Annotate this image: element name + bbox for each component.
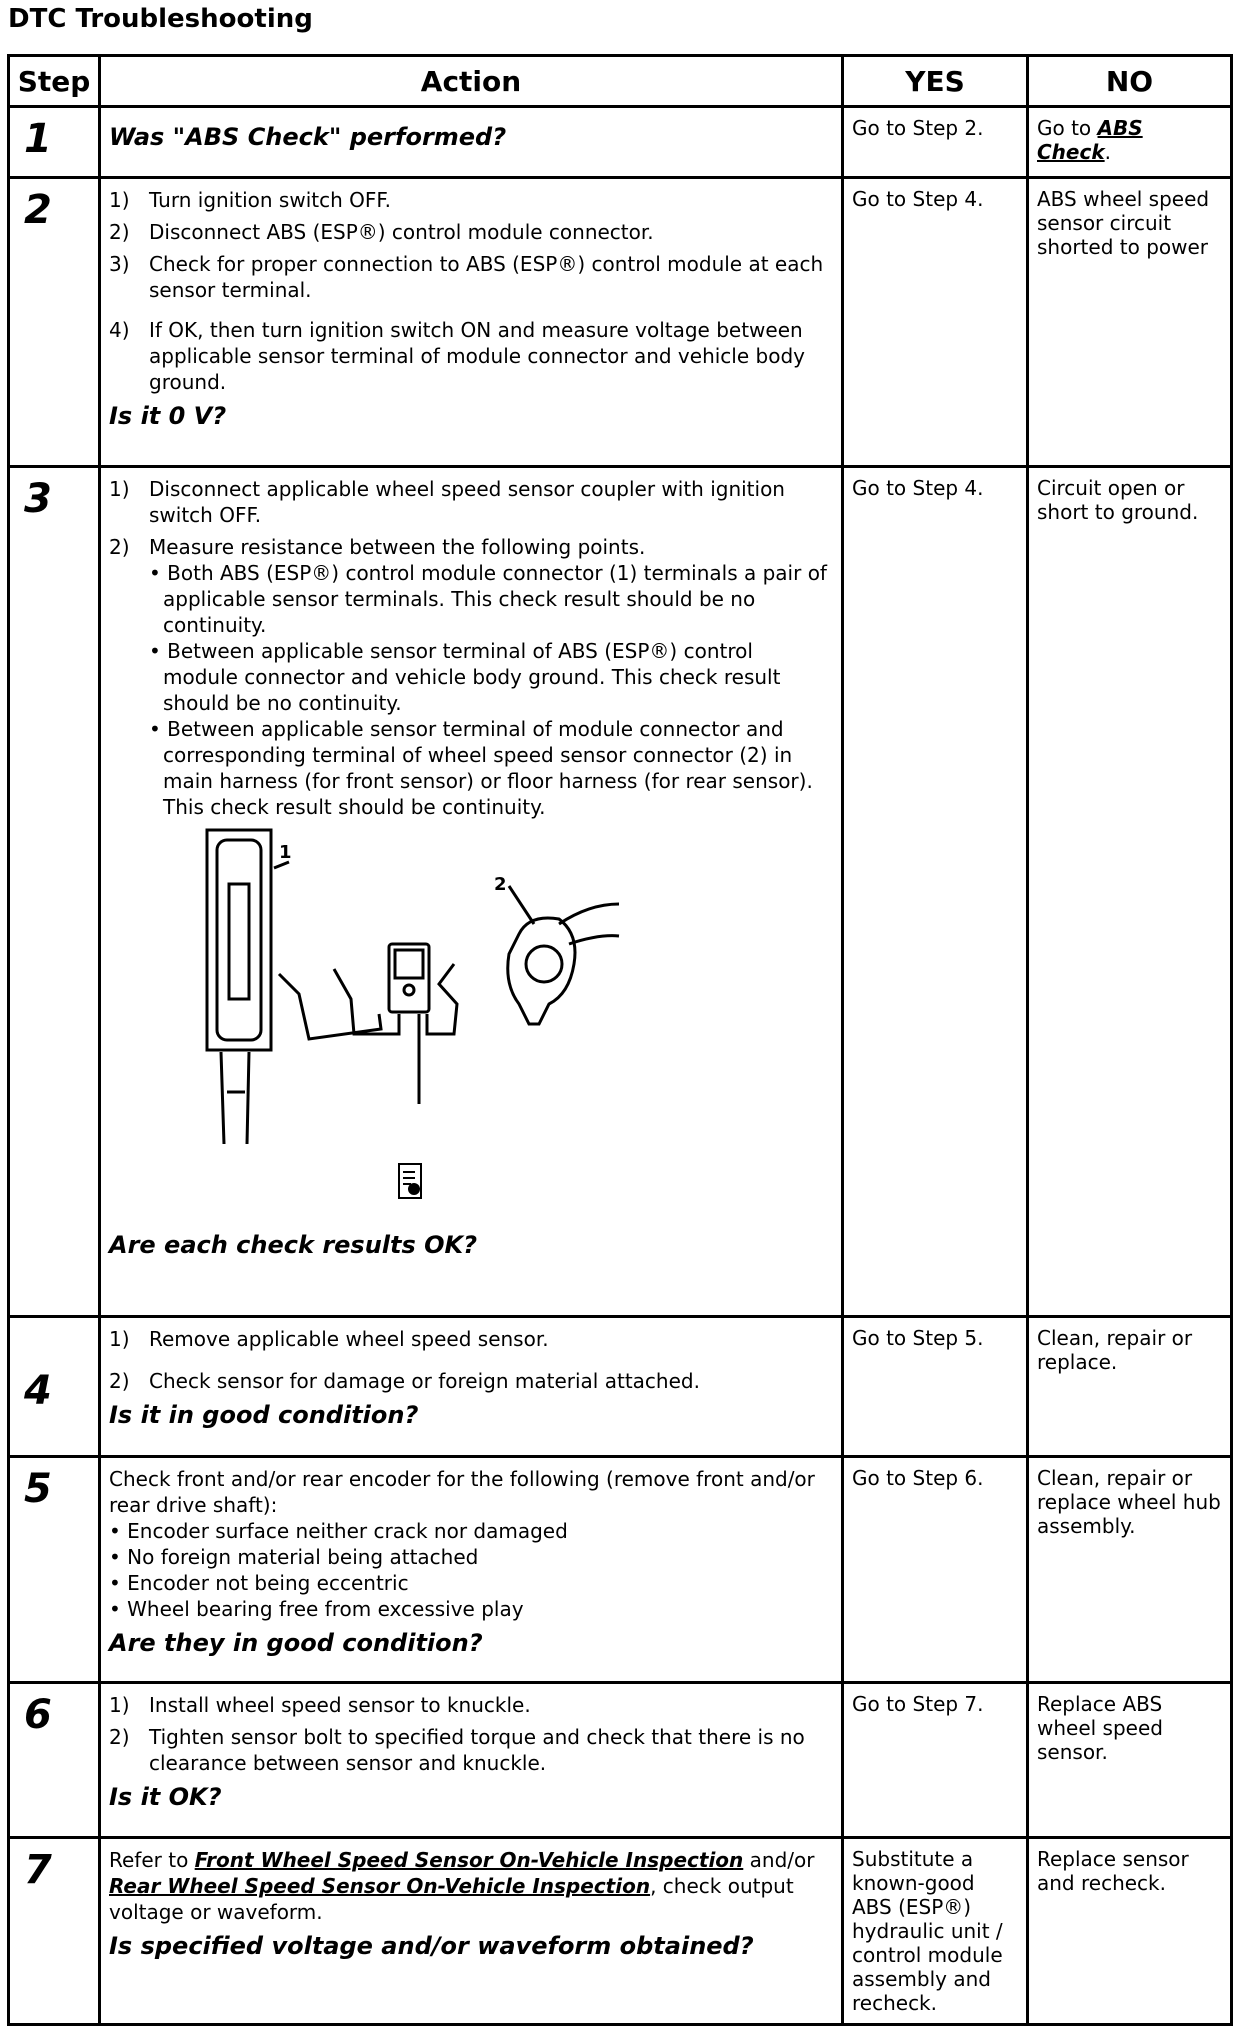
list-item: 2) Tighten sensor bolt to specified torque and check that there is no clearance between sensor and knuckle. (109, 1725, 805, 1775)
step-number: 5 (9, 1457, 100, 1683)
bullet-item: • Between applicable sensor terminal of module connector and corresponding terminal of wheel speed sensor connector (2) in main harness (for front sensor) or floor harness (for rear sensor). This check result should be continuity. (149, 717, 813, 819)
callout-2: 2 (494, 874, 507, 895)
no-cell: Clean, repair or replace. (1028, 1317, 1232, 1457)
question: Is specified voltage and/or waveform obtained? (109, 1932, 754, 1960)
table-row (9, 178, 1232, 467)
list-item: 1) Remove applicable wheel speed sensor. (109, 1327, 549, 1351)
callout-1: 1 (279, 842, 292, 863)
yes-cell: Go to Step 7. (843, 1683, 1028, 1838)
yes-cell: Go to Step 2. (843, 107, 1028, 178)
header-no: NO (1028, 56, 1232, 107)
table-row (9, 107, 1232, 178)
question: Is it OK? (109, 1783, 222, 1811)
list-item: 2) Check sensor for damage or foreign material attached. (109, 1369, 700, 1393)
bullet-item: • Encoder surface neither crack nor damaged (109, 1519, 568, 1543)
no-cell (1028, 107, 1232, 178)
step7-text: Refer to Front Wheel Speed Sensor On-Vehicle Inspection and/or Rear Wheel Speed Sensor On-Vehicle Inspection, check output voltage or waveform. (109, 1848, 815, 1924)
header-step: Step (9, 56, 100, 107)
bullet-item: • Wheel bearing free from excessive play (109, 1597, 524, 1621)
list-item: 1) Install wheel speed sensor to knuckle. (109, 1693, 531, 1717)
header-row (9, 56, 1232, 107)
list-item: 1) Disconnect applicable wheel speed sensor coupler with ignition switch OFF. (109, 477, 785, 527)
front-sensor-inspection-link[interactable]: Front Wheel Speed Sensor On-Vehicle Inspection (194, 1848, 744, 1872)
list-item: 4) If OK, then turn ignition switch ON and measure voltage between applicable sensor terminal of module connector and vehicle body ground. (109, 318, 805, 394)
page-title: DTC Troubleshooting (8, 4, 313, 34)
no-text: . (1104, 140, 1111, 164)
no-cell: ABS wheel speed sensor circuit shorted to power (1028, 178, 1232, 467)
question: Was "ABS Check" performed? (109, 123, 507, 151)
header-yes: YES (843, 56, 1028, 107)
question: Is it 0 V? (109, 402, 227, 430)
table-row (9, 467, 1232, 1317)
bullet-item: • Encoder not being eccentric (109, 1571, 409, 1595)
abs-check-link[interactable]: ABS Check (1037, 116, 1143, 164)
table-row (9, 1683, 1232, 1838)
table-row (9, 1838, 1232, 2025)
yes-cell: Substitute a known-good ABS (ESP®) hydraulic unit / control module assembly and recheck. (843, 1838, 1028, 2025)
yes-cell: Go to Step 4. (843, 178, 1028, 467)
no-cell: Clean, repair or replace wheel hub assembly. (1028, 1457, 1232, 1683)
no-cell: Replace ABS wheel speed sensor. (1028, 1683, 1232, 1838)
header-action: Action (100, 56, 843, 107)
list-item: 2) Measure resistance between the following points. (109, 535, 646, 559)
dtc-table (7, 54, 1233, 2026)
question: Is it in good condition? (109, 1401, 419, 1429)
yes-cell: Go to Step 5. (843, 1317, 1028, 1457)
yes-cell: Go to Step 4. (843, 467, 1028, 1317)
bullet-item: • Between applicable sensor terminal of ABS (ESP®) control module connector and vehicle body ground. This check result should be no continuity. (149, 639, 781, 715)
no-text: Go to (1037, 116, 1098, 140)
table-row (9, 1457, 1232, 1683)
step-number: 4 (9, 1317, 100, 1457)
question: Are they in good condition? (109, 1629, 483, 1657)
question: Are each check results OK? (109, 1231, 478, 1259)
yes-cell: Go to Step 6. (843, 1457, 1028, 1683)
continuity-check-illustration (109, 824, 829, 1224)
list-item: 3) Check for proper connection to ABS (ESP®) control module at each sensor terminal. (109, 252, 824, 302)
intro-text: Check front and/or rear encoder for the following (remove front and/or rear drive shaft): (109, 1467, 815, 1517)
table-row (9, 1317, 1232, 1457)
step-number: 7 (9, 1838, 100, 2025)
step-number: 6 (9, 1683, 100, 1838)
no-cell: Circuit open or short to ground. (1028, 467, 1232, 1317)
step-number: 1 (9, 107, 100, 178)
bullet-item: • No foreign material being attached (109, 1545, 479, 1569)
rear-sensor-inspection-link[interactable]: Rear Wheel Speed Sensor On-Vehicle Inspection (109, 1874, 651, 1898)
list-item: 2) Disconnect ABS (ESP®) control module connector. (109, 220, 654, 244)
document-magnifier-icon[interactable] (399, 1164, 421, 1198)
list-item: 1) Turn ignition switch OFF. (109, 188, 392, 212)
bullet-item: • Both ABS (ESP®) control module connector (1) terminals a pair of applicable sensor terminals. This check result should be no continuity. (149, 561, 827, 637)
step-number: 3 (9, 467, 100, 1317)
no-cell: Replace sensor and recheck. (1028, 1838, 1232, 2025)
step-number: 2 (9, 178, 100, 467)
